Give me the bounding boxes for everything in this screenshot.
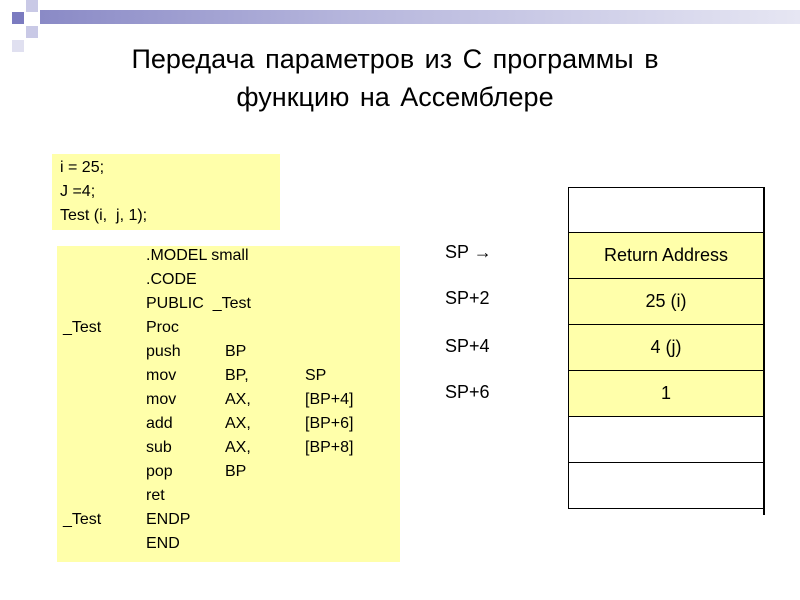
asm-line	[57, 271, 400, 295]
asm-arg1: AX,	[225, 391, 251, 408]
c-code-line: J =4;	[60, 183, 96, 200]
asm-line	[57, 535, 400, 559]
asm-line	[57, 319, 400, 343]
header-gradient-bar	[40, 10, 800, 24]
stack-cell-return-address: Return Address	[568, 233, 764, 279]
asm-op: sub	[146, 439, 172, 456]
stack-cell-param-i: 25 (i)	[568, 279, 764, 325]
stack-cell-param-3: 1	[568, 371, 764, 417]
stack-label-sp: SP →	[445, 242, 492, 262]
asm-line	[57, 391, 400, 415]
decor-square	[26, 0, 38, 12]
decor-square	[12, 12, 24, 24]
asm-line	[57, 343, 400, 367]
asm-label: _Test	[63, 511, 102, 528]
asm-line	[57, 487, 400, 511]
asm-arg1: BP,	[225, 367, 249, 384]
slide-title-line1: Передача параметров из С программы в	[131, 44, 659, 74]
asm-line	[57, 247, 400, 271]
slide-title-line2: функцию на Ассемблере	[236, 82, 554, 112]
asm-line	[57, 415, 400, 439]
asm-op: push	[146, 343, 181, 360]
c-code-box	[52, 154, 280, 230]
asm-arg2: [BP+4]	[305, 391, 354, 408]
asm-line	[57, 295, 400, 319]
asm-line	[57, 367, 400, 391]
asm-arg2: [BP+6]	[305, 415, 354, 432]
asm-op: .MODEL small	[146, 247, 249, 264]
stack-label-sp4: SP+4	[445, 336, 490, 356]
asm-arg1: AX,	[225, 439, 251, 456]
stack-cell	[568, 187, 764, 233]
asm-line	[57, 511, 400, 535]
asm-arg2: [BP+8]	[305, 439, 354, 456]
asm-op: ENDP	[146, 511, 191, 528]
asm-line	[57, 439, 400, 463]
asm-op: pop	[146, 463, 173, 480]
asm-arg1: BP	[225, 463, 247, 480]
asm-line	[57, 463, 400, 487]
asm-op: END	[146, 535, 180, 552]
asm-op: Proc	[146, 319, 179, 336]
stack-cell	[568, 417, 764, 463]
asm-op: mov	[146, 391, 177, 408]
asm-arg1: AX,	[225, 415, 251, 432]
stack-label-sp2: SP+2	[445, 288, 490, 308]
c-code-line: i = 25;	[60, 159, 105, 176]
decor-square	[26, 26, 38, 38]
asm-op: mov	[146, 367, 177, 384]
stack-diagram	[568, 187, 764, 509]
asm-arg2: SP	[305, 367, 327, 384]
stack-cell-param-j: 4 (j)	[568, 325, 764, 371]
slide-title	[0, 40, 790, 116]
stack-label-sp6: SP+6	[445, 382, 490, 402]
c-code-line: Test (i, j, 1);	[60, 207, 148, 224]
stack-cell	[568, 463, 764, 509]
asm-code-box	[57, 246, 400, 562]
asm-op: .CODE	[146, 271, 197, 288]
asm-op: PUBLIC _Test	[146, 295, 251, 312]
asm-arg1: BP	[225, 343, 247, 360]
asm-op: add	[146, 415, 173, 432]
asm-op: ret	[146, 487, 165, 504]
asm-label: _Test	[63, 319, 102, 336]
